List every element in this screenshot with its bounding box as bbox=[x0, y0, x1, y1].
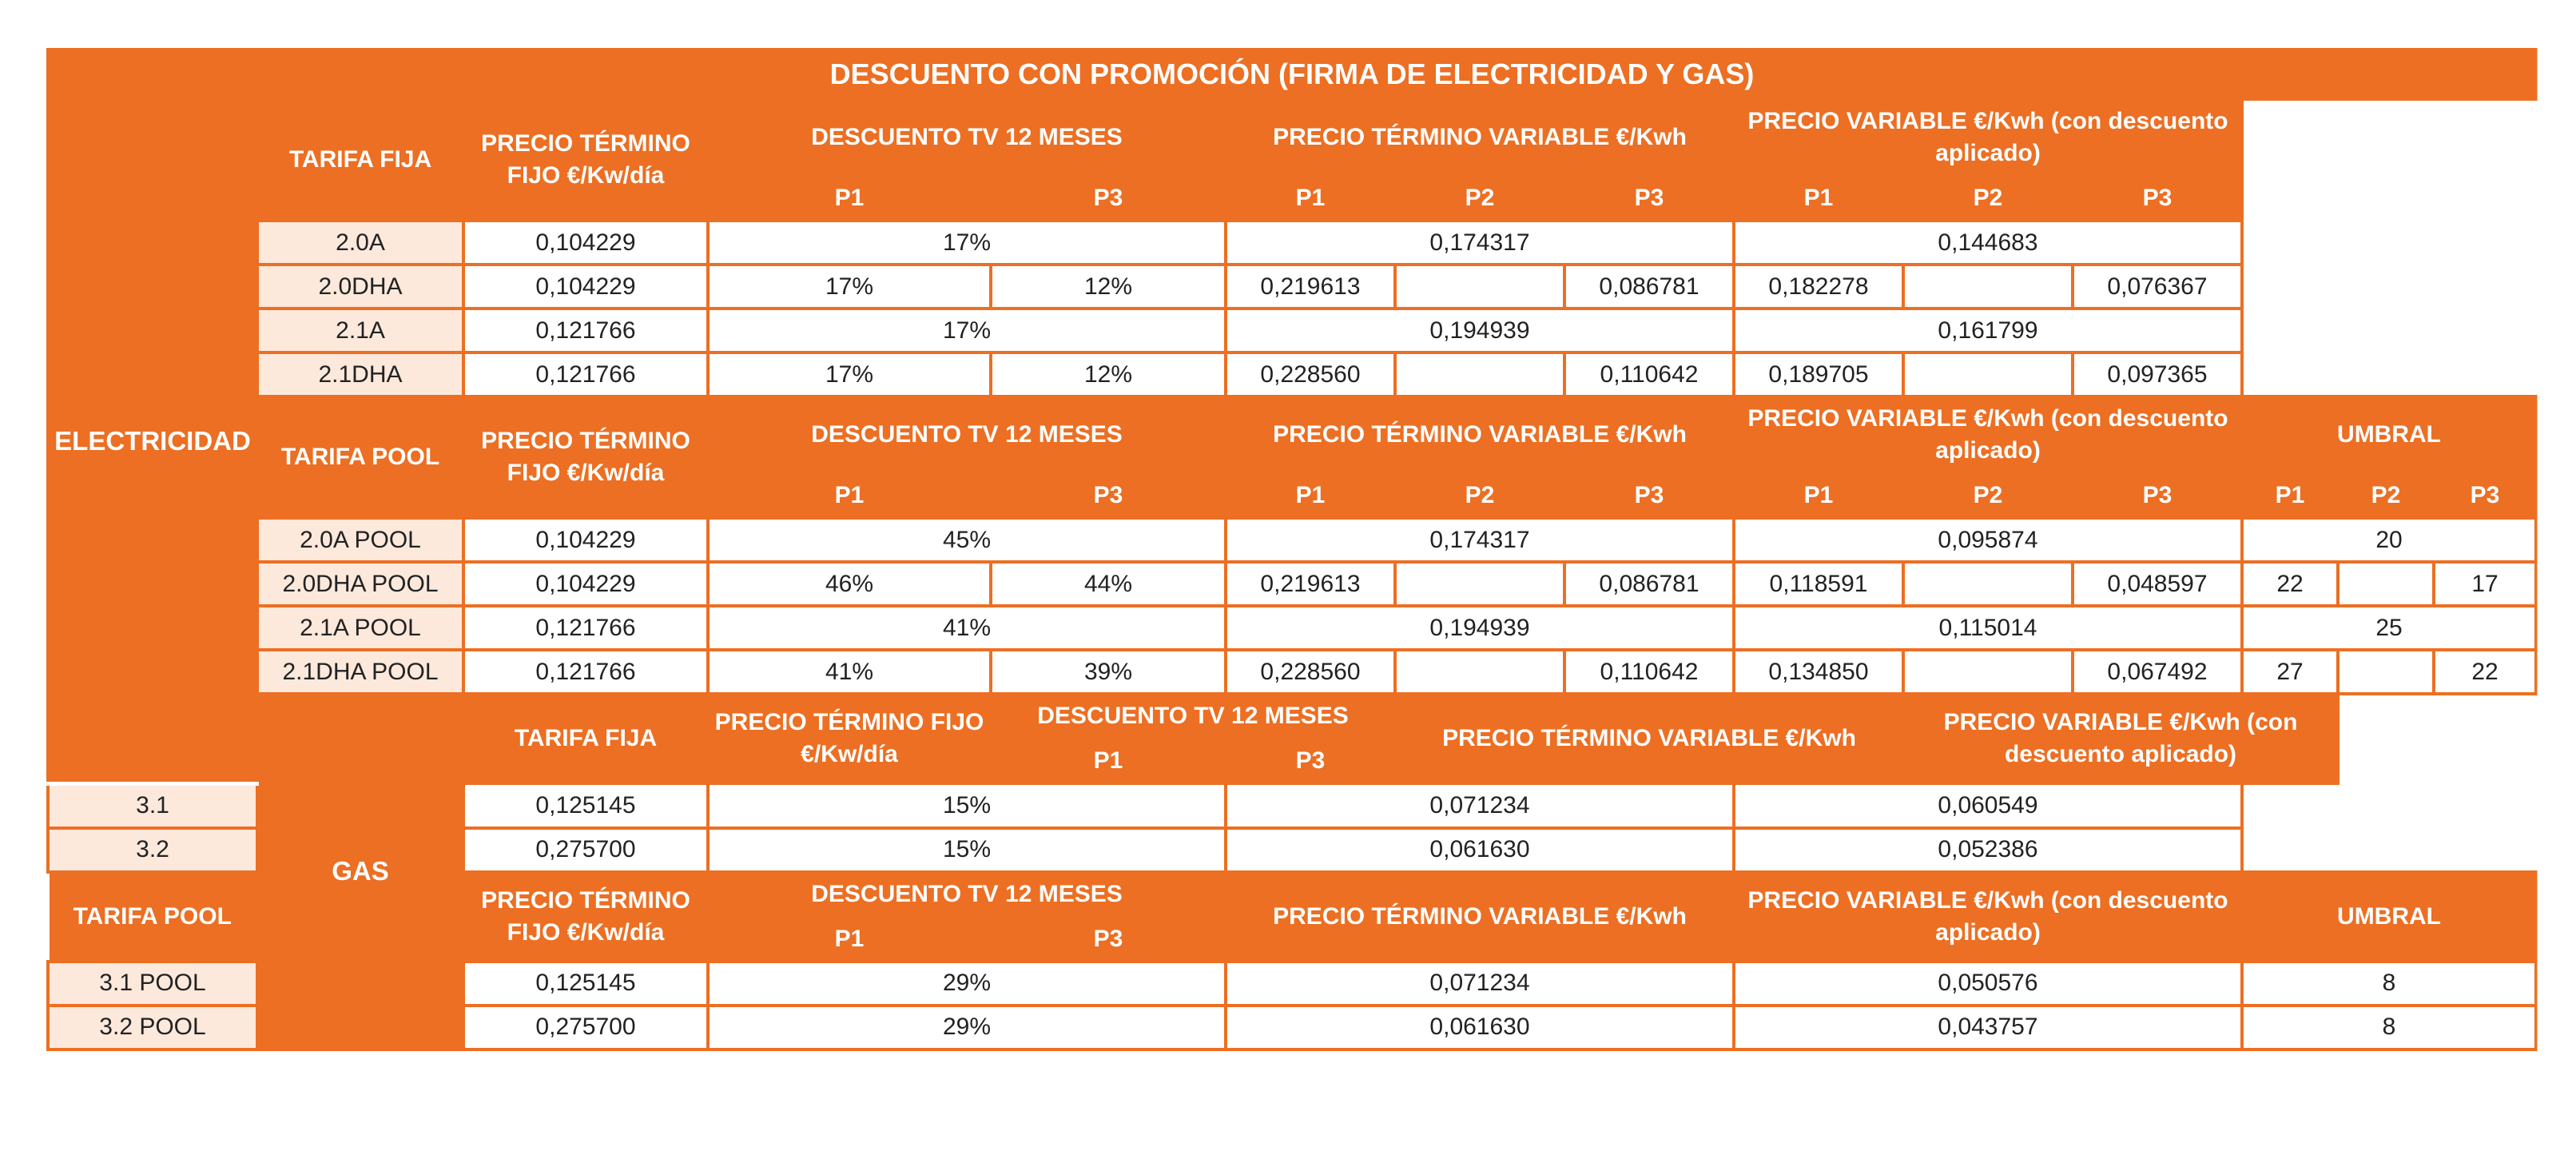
fijo-cell: 0,275700 bbox=[463, 828, 708, 872]
header-p1: P1 bbox=[1226, 473, 1395, 518]
variable-p2-cell bbox=[1395, 650, 1564, 694]
umbral-p3-cell: 17 bbox=[2434, 562, 2536, 606]
umbral-p1-cell: 22 bbox=[2242, 562, 2338, 606]
variable-desc-p1-cell: 0,134850 bbox=[1734, 650, 1903, 694]
fijo-cell: 0,125145 bbox=[463, 783, 708, 828]
header-p2: P2 bbox=[1395, 176, 1564, 221]
umbral-p2-cell bbox=[2338, 650, 2434, 694]
descuento-p3-cell: 12% bbox=[991, 265, 1226, 309]
tarifa-cell: 2.0A bbox=[257, 221, 463, 265]
header-p3: P3 bbox=[991, 176, 1226, 221]
variable-p2-cell bbox=[1395, 562, 1564, 606]
descuento-cell: 17% bbox=[708, 221, 1226, 265]
fijo-cell: 0,121766 bbox=[463, 650, 708, 694]
tarifa-cell: 2.0DHA bbox=[257, 265, 463, 309]
umbral-p2-cell bbox=[2338, 562, 2434, 606]
header-precio-variable: PRECIO TÉRMINO VARIABLE €/Kwh bbox=[1226, 396, 1734, 473]
tarifa-cell: 2.0A POOL bbox=[257, 518, 463, 562]
header-p3: P3 bbox=[1564, 473, 1734, 518]
descuento-p1-cell: 17% bbox=[708, 265, 991, 309]
variable-p1-cell: 0,219613 bbox=[1226, 265, 1395, 309]
header-descuento: DESCUENTO TV 12 MESES bbox=[708, 99, 1226, 176]
variable-desc-p1-cell: 0,182278 bbox=[1734, 265, 1903, 309]
tarifa-cell: 2.1A bbox=[257, 309, 463, 352]
category-gas: GAS bbox=[257, 694, 463, 1050]
header-precio-variable-desc: PRECIO VARIABLE €/Kwh (con descuento aplicado) bbox=[1734, 396, 2242, 473]
descuento-p1-cell: 46% bbox=[708, 562, 991, 606]
tarifa-cell: 2.0DHA POOL bbox=[257, 562, 463, 606]
table-row bbox=[48, 606, 2536, 650]
variable-desc-p3-cell: 0,067492 bbox=[2073, 650, 2242, 694]
header-precio-variable: PRECIO TÉRMINO VARIABLE €/Kwh bbox=[1226, 99, 1734, 176]
header-tarifa-pool: TARIFA POOL bbox=[48, 872, 257, 962]
variable-cell: 0,194939 bbox=[1226, 309, 1734, 352]
umbral-cell: 8 bbox=[2242, 962, 2536, 1006]
header-umbral-p2: P2 bbox=[2338, 473, 2434, 518]
tarifa-cell: 3.1 POOL bbox=[48, 962, 257, 1006]
header-precio-fijo: PRECIO TÉRMINO FIJO €/Kw/día bbox=[463, 872, 708, 962]
variable-cell: 0,194939 bbox=[1226, 606, 1734, 650]
variable-desc-p2-cell bbox=[1903, 352, 2073, 396]
header-tarifa-fija: TARIFA FIJA bbox=[257, 99, 463, 221]
header-p2: P2 bbox=[1903, 176, 2073, 221]
variable-p3-cell: 0,086781 bbox=[1564, 562, 1734, 606]
fijo-cell: 0,121766 bbox=[463, 606, 708, 650]
fijo-cell: 0,104229 bbox=[463, 221, 708, 265]
variable-desc-p3-cell: 0,048597 bbox=[2073, 562, 2242, 606]
tariff-table-wrapper bbox=[46, 48, 2531, 1111]
table-title: DESCUENTO CON PROMOCIÓN (FIRMA DE ELECTRICIDAD Y GAS) bbox=[48, 50, 2536, 99]
variable-p3-cell: 0,110642 bbox=[1564, 650, 1734, 694]
table-row bbox=[48, 265, 2536, 309]
tarifa-cell: 3.2 POOL bbox=[48, 1006, 257, 1050]
header-umbral-p3: P3 bbox=[2434, 473, 2536, 518]
header-p1: P1 bbox=[1734, 473, 1903, 518]
header-tarifa-fija: TARIFA FIJA bbox=[463, 694, 708, 783]
variable-p3-cell: 0,086781 bbox=[1564, 265, 1734, 309]
variable-p3-cell: 0,110642 bbox=[1564, 352, 1734, 396]
header-precio-variable-desc: PRECIO VARIABLE €/Kwh (con descuento aplicado) bbox=[1734, 99, 2242, 176]
header-precio-variable: PRECIO TÉRMINO VARIABLE €/Kwh bbox=[1395, 694, 1903, 783]
fijo-cell: 0,121766 bbox=[463, 309, 708, 352]
header-p1: P1 bbox=[708, 917, 991, 962]
header-p3: P3 bbox=[1226, 739, 1395, 783]
umbral-p3-cell: 22 bbox=[2434, 650, 2536, 694]
table-row bbox=[48, 352, 2536, 396]
header-p3: P3 bbox=[991, 473, 1226, 518]
descuento-cell: 15% bbox=[708, 828, 1226, 872]
table-row bbox=[48, 309, 2536, 352]
header-p3: P3 bbox=[2073, 176, 2242, 221]
header-precio-fijo: PRECIO TÉRMINO FIJO €/Kw/día bbox=[708, 694, 991, 783]
umbral-cell: 25 bbox=[2242, 606, 2536, 650]
header-descuento: DESCUENTO TV 12 MESES bbox=[991, 694, 1395, 739]
header-p2: P2 bbox=[1903, 473, 2073, 518]
variable-cell: 0,174317 bbox=[1226, 221, 1734, 265]
discount-table bbox=[46, 48, 2536, 1051]
variable-desc-p2-cell bbox=[1903, 650, 2073, 694]
descuento-p1-cell: 17% bbox=[708, 352, 991, 396]
variable-cell: 0,071234 bbox=[1226, 783, 1734, 828]
table-row bbox=[48, 562, 2536, 606]
header-precio-fijo: PRECIO TÉRMINO FIJO €/Kw/día bbox=[463, 99, 708, 221]
variable-desc-cell: 0,060549 bbox=[1734, 783, 2242, 828]
header-tarifa-pool: TARIFA POOL bbox=[257, 396, 463, 518]
header-p1: P1 bbox=[708, 473, 991, 518]
variable-desc-p3-cell: 0,097365 bbox=[2073, 352, 2242, 396]
variable-p2-cell bbox=[1395, 265, 1564, 309]
header-precio-variable-desc: PRECIO VARIABLE €/Kwh (con descuento aplicado) bbox=[1734, 872, 2242, 962]
descuento-p1-cell: 41% bbox=[708, 650, 991, 694]
variable-desc-cell: 0,050576 bbox=[1734, 962, 2242, 1006]
header-umbral-p1: P1 bbox=[2242, 473, 2338, 518]
descuento-p3-cell: 39% bbox=[991, 650, 1226, 694]
variable-p2-cell bbox=[1395, 352, 1564, 396]
header-p1: P1 bbox=[1226, 176, 1395, 221]
header-descuento: DESCUENTO TV 12 MESES bbox=[708, 396, 1226, 473]
table-row bbox=[48, 221, 2536, 265]
tarifa-cell: 2.1DHA POOL bbox=[257, 650, 463, 694]
header-p1: P1 bbox=[991, 739, 1226, 783]
header-p3: P3 bbox=[2073, 473, 2242, 518]
umbral-cell: 20 bbox=[2242, 518, 2536, 562]
header-precio-variable-desc: PRECIO VARIABLE €/Kwh (con descuento aplicado) bbox=[1903, 694, 2338, 783]
fijo-cell: 0,104229 bbox=[463, 518, 708, 562]
fijo-cell: 0,125145 bbox=[463, 962, 708, 1006]
fijo-cell: 0,275700 bbox=[463, 1006, 708, 1050]
header-umbral: UMBRAL bbox=[2242, 872, 2536, 962]
variable-desc-p2-cell bbox=[1903, 265, 2073, 309]
variable-desc-p2-cell bbox=[1903, 562, 2073, 606]
descuento-cell: 15% bbox=[708, 783, 1226, 828]
variable-desc-cell: 0,052386 bbox=[1734, 828, 2242, 872]
header-precio-variable: PRECIO TÉRMINO VARIABLE €/Kwh bbox=[1226, 872, 1734, 962]
fijo-cell: 0,104229 bbox=[463, 265, 708, 309]
tarifa-cell: 3.2 bbox=[48, 828, 257, 872]
variable-p1-cell: 0,228560 bbox=[1226, 650, 1395, 694]
descuento-p3-cell: 44% bbox=[991, 562, 1226, 606]
variable-desc-cell: 0,043757 bbox=[1734, 1006, 2242, 1050]
variable-cell: 0,061630 bbox=[1226, 1006, 1734, 1050]
header-descuento: DESCUENTO TV 12 MESES bbox=[708, 872, 1226, 917]
fijo-cell: 0,104229 bbox=[463, 562, 708, 606]
header-p1: P1 bbox=[708, 176, 991, 221]
blank-area bbox=[2338, 694, 2536, 872]
fijo-cell: 0,121766 bbox=[463, 352, 708, 396]
umbral-p1-cell: 27 bbox=[2242, 650, 2338, 694]
variable-p1-cell: 0,228560 bbox=[1226, 352, 1395, 396]
tarifa-cell: 3.1 bbox=[48, 783, 257, 828]
header-p3: P3 bbox=[1564, 176, 1734, 221]
category-electricidad: ELECTRICIDAD bbox=[48, 99, 257, 783]
tarifa-cell: 2.1A POOL bbox=[257, 606, 463, 650]
variable-desc-cell: 0,115014 bbox=[1734, 606, 2242, 650]
variable-desc-cell: 0,161799 bbox=[1734, 309, 2242, 352]
table-row bbox=[48, 518, 2536, 562]
header-precio-fijo: PRECIO TÉRMINO FIJO €/Kw/día bbox=[463, 396, 708, 518]
variable-p1-cell: 0,219613 bbox=[1226, 562, 1395, 606]
variable-desc-p1-cell: 0,118591 bbox=[1734, 562, 1903, 606]
variable-desc-p1-cell: 0,189705 bbox=[1734, 352, 1903, 396]
header-p1: P1 bbox=[1734, 176, 1903, 221]
header-umbral: UMBRAL bbox=[2242, 396, 2536, 473]
descuento-cell: 29% bbox=[708, 1006, 1226, 1050]
descuento-p3-cell: 12% bbox=[991, 352, 1226, 396]
variable-desc-p3-cell: 0,076367 bbox=[2073, 265, 2242, 309]
variable-desc-cell: 0,144683 bbox=[1734, 221, 2242, 265]
descuento-cell: 45% bbox=[708, 518, 1226, 562]
umbral-cell: 8 bbox=[2242, 1006, 2536, 1050]
descuento-cell: 29% bbox=[708, 962, 1226, 1006]
header-p2: P2 bbox=[1395, 473, 1564, 518]
table-row bbox=[48, 650, 2536, 694]
variable-cell: 0,174317 bbox=[1226, 518, 1734, 562]
variable-cell: 0,071234 bbox=[1226, 962, 1734, 1006]
tarifa-cell: 2.1DHA bbox=[257, 352, 463, 396]
header-p3: P3 bbox=[991, 917, 1226, 962]
descuento-cell: 41% bbox=[708, 606, 1226, 650]
descuento-cell: 17% bbox=[708, 309, 1226, 352]
variable-cell: 0,061630 bbox=[1226, 828, 1734, 872]
variable-desc-cell: 0,095874 bbox=[1734, 518, 2242, 562]
blank-area bbox=[2242, 99, 2536, 396]
